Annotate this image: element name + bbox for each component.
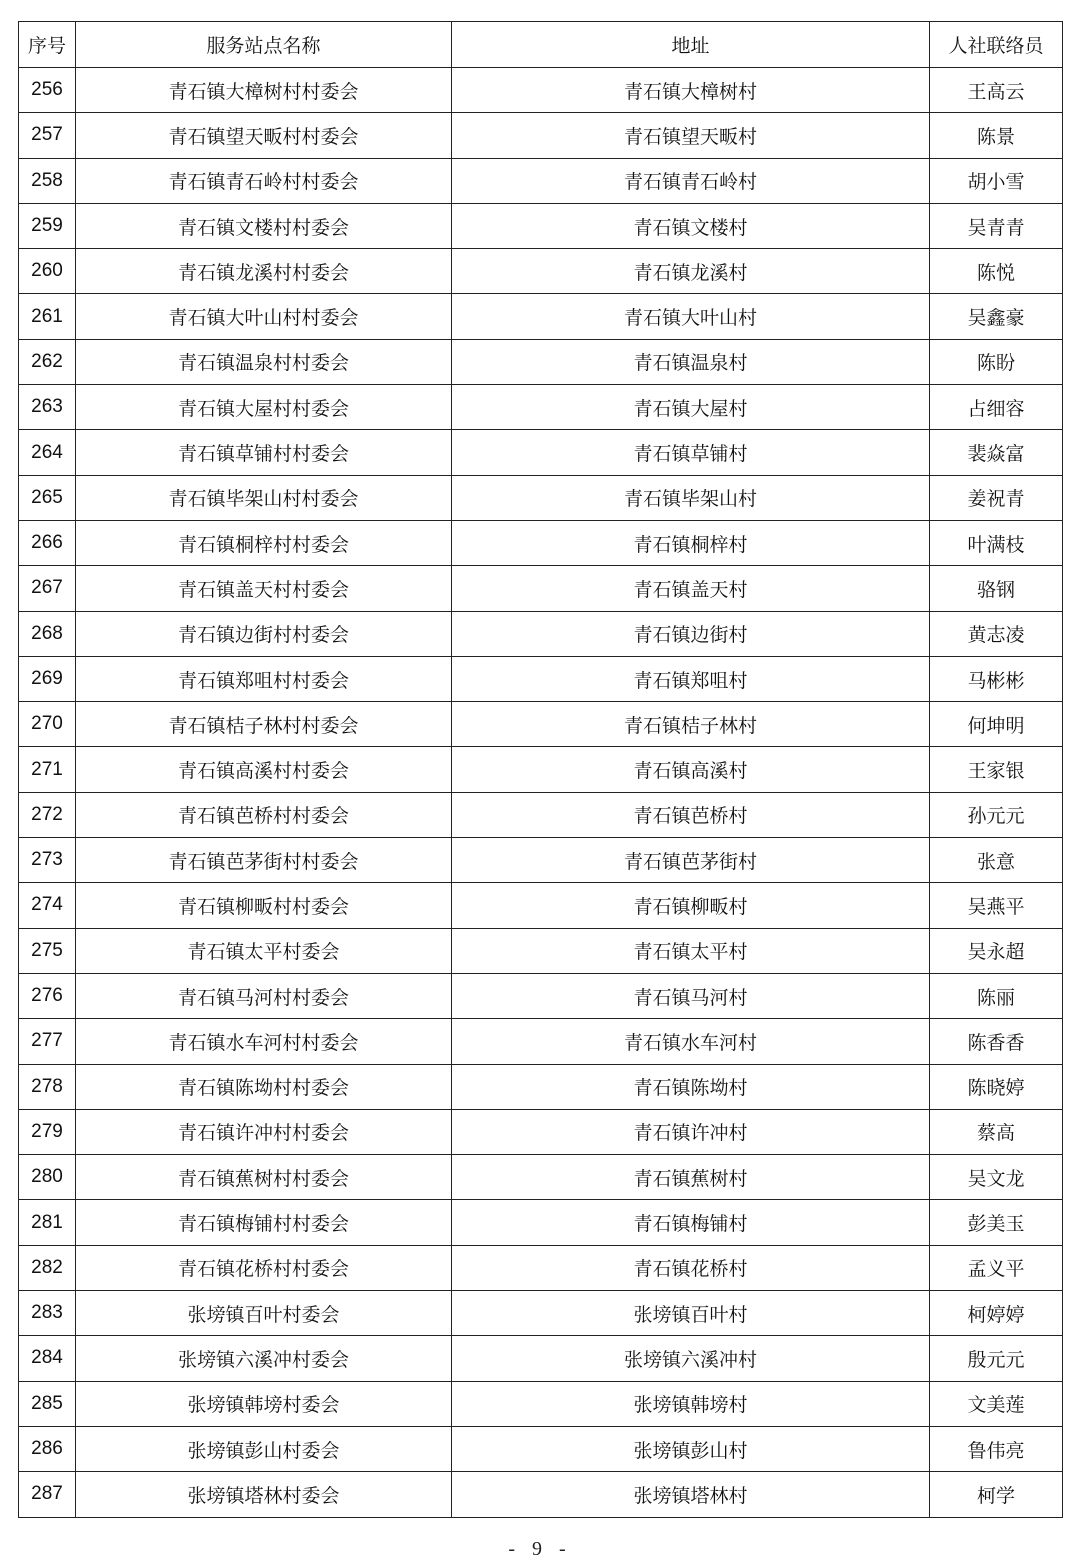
table-row bbox=[19, 838, 1063, 883]
station-name-cell: 青石镇桔子林村村委会 bbox=[76, 702, 452, 747]
station-name-cell: 青石镇梅铺村村委会 bbox=[76, 1200, 452, 1245]
table-row bbox=[19, 1019, 1063, 1064]
address-cell: 青石镇柳畈村 bbox=[452, 883, 930, 928]
table-row bbox=[19, 203, 1063, 248]
station-name-cell: 青石镇草铺村村委会 bbox=[76, 430, 452, 475]
liaison-cell: 柯学 bbox=[930, 1472, 1063, 1517]
table-row bbox=[19, 747, 1063, 792]
address-cell: 青石镇青石岭村 bbox=[452, 158, 930, 203]
liaison-cell: 彭美玉 bbox=[930, 1200, 1063, 1245]
table-row bbox=[19, 1245, 1063, 1290]
table-row bbox=[19, 702, 1063, 747]
table-row bbox=[19, 1336, 1063, 1381]
seq-cell: 277 bbox=[19, 1019, 76, 1064]
table-row bbox=[19, 520, 1063, 565]
seq-cell: 271 bbox=[19, 747, 76, 792]
liaison-cell: 陈景 bbox=[930, 113, 1063, 158]
liaison-cell: 吴鑫豪 bbox=[930, 294, 1063, 339]
address-cell: 青石镇马河村 bbox=[452, 973, 930, 1018]
seq-cell: 259 bbox=[19, 203, 76, 248]
station-name-cell: 青石镇水车河村村委会 bbox=[76, 1019, 452, 1064]
address-cell: 张塝镇百叶村 bbox=[452, 1291, 930, 1336]
seq-cell: 281 bbox=[19, 1200, 76, 1245]
seq-cell: 272 bbox=[19, 792, 76, 837]
seq-cell: 264 bbox=[19, 430, 76, 475]
station-name-cell: 青石镇边街村村委会 bbox=[76, 611, 452, 656]
liaison-cell: 裴焱富 bbox=[930, 430, 1063, 475]
address-cell: 张塝镇六溪冲村 bbox=[452, 1336, 930, 1381]
address-cell: 青石镇草铺村 bbox=[452, 430, 930, 475]
station-name-cell: 张塝镇韩塝村委会 bbox=[76, 1381, 452, 1426]
seq-cell: 274 bbox=[19, 883, 76, 928]
station-name-cell: 青石镇盖天村村委会 bbox=[76, 566, 452, 611]
table-row bbox=[19, 656, 1063, 701]
address-cell: 青石镇水车河村 bbox=[452, 1019, 930, 1064]
table-row bbox=[19, 158, 1063, 203]
station-name-cell: 青石镇芭桥村村委会 bbox=[76, 792, 452, 837]
table-row bbox=[19, 430, 1063, 475]
seq-cell: 262 bbox=[19, 339, 76, 384]
seq-cell: 287 bbox=[19, 1472, 76, 1517]
liaison-cell: 陈丽 bbox=[930, 973, 1063, 1018]
seq-cell: 266 bbox=[19, 520, 76, 565]
liaison-cell: 何坤明 bbox=[930, 702, 1063, 747]
table-row bbox=[19, 294, 1063, 339]
station-name-cell: 张塝镇百叶村委会 bbox=[76, 1291, 452, 1336]
table-row bbox=[19, 1109, 1063, 1154]
seq-cell: 278 bbox=[19, 1064, 76, 1109]
address-cell: 青石镇大樟树村 bbox=[452, 68, 930, 113]
seq-cell: 267 bbox=[19, 566, 76, 611]
seq-cell: 265 bbox=[19, 475, 76, 520]
header-address: 地址 bbox=[452, 22, 930, 68]
seq-cell: 257 bbox=[19, 113, 76, 158]
liaison-cell: 蔡高 bbox=[930, 1109, 1063, 1154]
liaison-cell: 孙元元 bbox=[930, 792, 1063, 837]
address-cell: 青石镇盖天村 bbox=[452, 566, 930, 611]
address-cell: 青石镇芭桥村 bbox=[452, 792, 930, 837]
table-row bbox=[19, 113, 1063, 158]
address-cell: 青石镇龙溪村 bbox=[452, 249, 930, 294]
address-cell: 青石镇花桥村 bbox=[452, 1245, 930, 1290]
liaison-cell: 叶满枝 bbox=[930, 520, 1063, 565]
address-cell: 青石镇大屋村 bbox=[452, 385, 930, 430]
address-cell: 青石镇桔子林村 bbox=[452, 702, 930, 747]
liaison-cell: 吴永超 bbox=[930, 928, 1063, 973]
station-name-cell: 张塝镇彭山村委会 bbox=[76, 1426, 452, 1471]
seq-cell: 269 bbox=[19, 656, 76, 701]
liaison-cell: 陈香香 bbox=[930, 1019, 1063, 1064]
seq-cell: 273 bbox=[19, 838, 76, 883]
table-row bbox=[19, 475, 1063, 520]
station-name-cell: 青石镇龙溪村村委会 bbox=[76, 249, 452, 294]
liaison-cell: 占细容 bbox=[930, 385, 1063, 430]
seq-cell: 284 bbox=[19, 1336, 76, 1381]
address-cell: 青石镇边街村 bbox=[452, 611, 930, 656]
address-cell: 青石镇毕架山村 bbox=[452, 475, 930, 520]
station-name-cell: 青石镇青石岭村村委会 bbox=[76, 158, 452, 203]
seq-cell: 258 bbox=[19, 158, 76, 203]
address-cell: 青石镇桐梓村 bbox=[452, 520, 930, 565]
liaison-cell: 柯婷婷 bbox=[930, 1291, 1063, 1336]
station-name-cell: 青石镇花桥村村委会 bbox=[76, 1245, 452, 1290]
station-name-cell: 青石镇桐梓村村委会 bbox=[76, 520, 452, 565]
seq-cell: 283 bbox=[19, 1291, 76, 1336]
station-name-cell: 青石镇许冲村村委会 bbox=[76, 1109, 452, 1154]
table-row bbox=[19, 928, 1063, 973]
station-name-cell: 青石镇太平村委会 bbox=[76, 928, 452, 973]
table-row bbox=[19, 1291, 1063, 1336]
address-cell: 青石镇陈坳村 bbox=[452, 1064, 930, 1109]
station-name-cell: 青石镇高溪村村委会 bbox=[76, 747, 452, 792]
seq-cell: 270 bbox=[19, 702, 76, 747]
station-name-cell: 青石镇陈坳村村委会 bbox=[76, 1064, 452, 1109]
table-header-row bbox=[19, 22, 1063, 68]
table-row bbox=[19, 792, 1063, 837]
liaison-cell: 黄志凌 bbox=[930, 611, 1063, 656]
address-cell: 青石镇郑咀村 bbox=[452, 656, 930, 701]
station-name-cell: 青石镇蕉树村村委会 bbox=[76, 1155, 452, 1200]
table-row bbox=[19, 1064, 1063, 1109]
table-row bbox=[19, 1155, 1063, 1200]
table-row bbox=[19, 566, 1063, 611]
address-cell: 张塝镇韩塝村 bbox=[452, 1381, 930, 1426]
header-station-name: 服务站点名称 bbox=[76, 22, 452, 68]
liaison-cell: 吴燕平 bbox=[930, 883, 1063, 928]
address-cell: 青石镇芭茅街村 bbox=[452, 838, 930, 883]
header-liaison: 人社联络员 bbox=[930, 22, 1063, 68]
liaison-cell: 王高云 bbox=[930, 68, 1063, 113]
seq-cell: 260 bbox=[19, 249, 76, 294]
liaison-cell: 孟义平 bbox=[930, 1245, 1063, 1290]
table-row bbox=[19, 1200, 1063, 1245]
liaison-cell: 陈悦 bbox=[930, 249, 1063, 294]
liaison-cell: 骆钢 bbox=[930, 566, 1063, 611]
liaison-cell: 胡小雪 bbox=[930, 158, 1063, 203]
table-row bbox=[19, 883, 1063, 928]
seq-cell: 276 bbox=[19, 973, 76, 1018]
address-cell: 青石镇太平村 bbox=[452, 928, 930, 973]
station-name-cell: 青石镇大屋村村委会 bbox=[76, 385, 452, 430]
table-row bbox=[19, 249, 1063, 294]
table-row bbox=[19, 68, 1063, 113]
address-cell: 青石镇梅铺村 bbox=[452, 1200, 930, 1245]
address-cell: 张塝镇彭山村 bbox=[452, 1426, 930, 1471]
station-name-cell: 张塝镇六溪冲村委会 bbox=[76, 1336, 452, 1381]
contact-table bbox=[18, 21, 1063, 1518]
seq-cell: 263 bbox=[19, 385, 76, 430]
liaison-cell: 文美莲 bbox=[930, 1381, 1063, 1426]
table-row bbox=[19, 973, 1063, 1018]
table-row bbox=[19, 1472, 1063, 1517]
station-name-cell: 青石镇大樟树村村委会 bbox=[76, 68, 452, 113]
seq-cell: 256 bbox=[19, 68, 76, 113]
seq-cell: 275 bbox=[19, 928, 76, 973]
seq-cell: 280 bbox=[19, 1155, 76, 1200]
station-name-cell: 青石镇柳畈村村委会 bbox=[76, 883, 452, 928]
liaison-cell: 吴文龙 bbox=[930, 1155, 1063, 1200]
station-name-cell: 青石镇毕架山村村委会 bbox=[76, 475, 452, 520]
table-row bbox=[19, 339, 1063, 384]
liaison-cell: 姜祝青 bbox=[930, 475, 1063, 520]
liaison-cell: 吴青青 bbox=[930, 203, 1063, 248]
table-row bbox=[19, 1381, 1063, 1426]
address-cell: 青石镇望天畈村 bbox=[452, 113, 930, 158]
seq-cell: 285 bbox=[19, 1381, 76, 1426]
liaison-cell: 殷元元 bbox=[930, 1336, 1063, 1381]
table-row bbox=[19, 611, 1063, 656]
station-name-cell: 青石镇望天畈村村委会 bbox=[76, 113, 452, 158]
address-cell: 青石镇文楼村 bbox=[452, 203, 930, 248]
liaison-cell: 马彬彬 bbox=[930, 656, 1063, 701]
station-name-cell: 张塝镇塔林村委会 bbox=[76, 1472, 452, 1517]
station-name-cell: 青石镇温泉村村委会 bbox=[76, 339, 452, 384]
station-name-cell: 青石镇芭茅街村村委会 bbox=[76, 838, 452, 883]
liaison-cell: 鲁伟亮 bbox=[930, 1426, 1063, 1471]
address-cell: 青石镇大叶山村 bbox=[452, 294, 930, 339]
seq-cell: 282 bbox=[19, 1245, 76, 1290]
table-row bbox=[19, 385, 1063, 430]
seq-cell: 268 bbox=[19, 611, 76, 656]
address-cell: 青石镇许冲村 bbox=[452, 1109, 930, 1154]
station-name-cell: 青石镇文楼村村委会 bbox=[76, 203, 452, 248]
address-cell: 青石镇高溪村 bbox=[452, 747, 930, 792]
station-name-cell: 青石镇郑咀村村委会 bbox=[76, 656, 452, 701]
liaison-cell: 张意 bbox=[930, 838, 1063, 883]
liaison-cell: 陈盼 bbox=[930, 339, 1063, 384]
address-cell: 青石镇温泉村 bbox=[452, 339, 930, 384]
seq-cell: 261 bbox=[19, 294, 76, 339]
seq-cell: 279 bbox=[19, 1109, 76, 1154]
seq-cell: 286 bbox=[19, 1426, 76, 1471]
address-cell: 青石镇蕉树村 bbox=[452, 1155, 930, 1200]
station-name-cell: 青石镇大叶山村村委会 bbox=[76, 294, 452, 339]
page-number: - 9 - bbox=[508, 1538, 572, 1560]
liaison-cell: 陈晓婷 bbox=[930, 1064, 1063, 1109]
header-seq: 序号 bbox=[19, 22, 76, 68]
address-cell: 张塝镇塔林村 bbox=[452, 1472, 930, 1517]
liaison-cell: 王家银 bbox=[930, 747, 1063, 792]
station-name-cell: 青石镇马河村村委会 bbox=[76, 973, 452, 1018]
table-body bbox=[19, 68, 1063, 1518]
table-row bbox=[19, 1426, 1063, 1471]
